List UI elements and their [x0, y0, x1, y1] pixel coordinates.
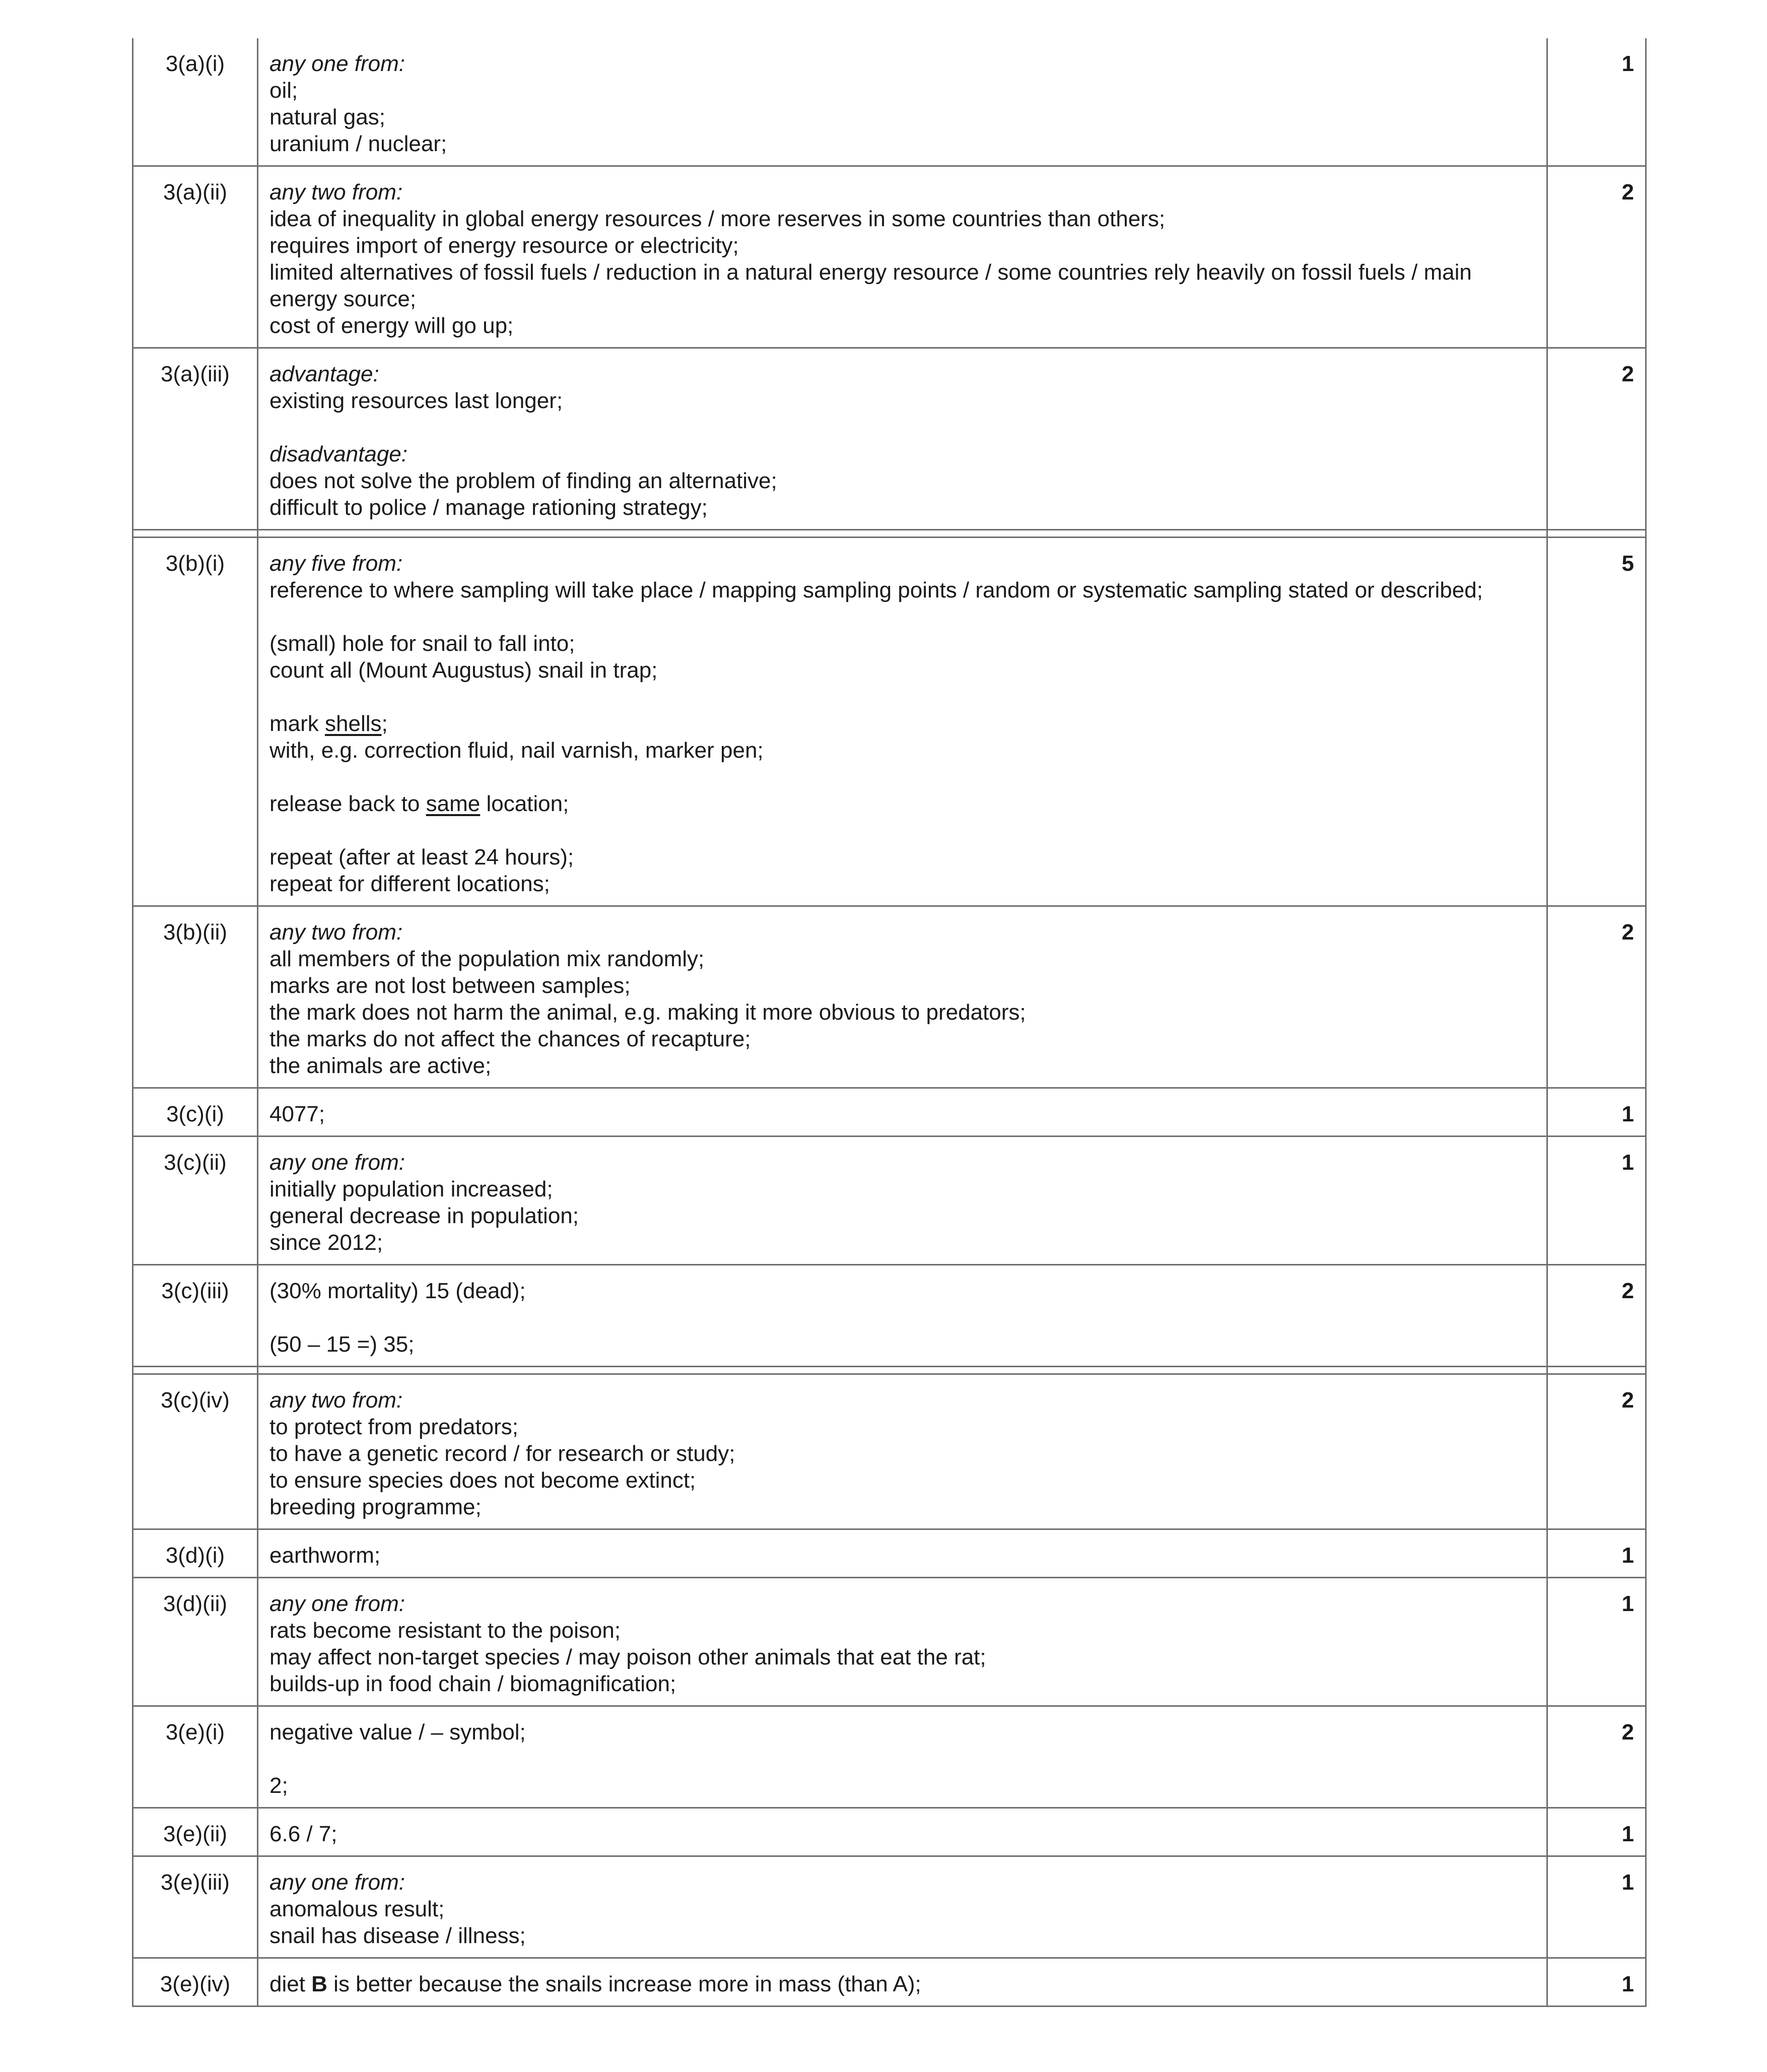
answer-line [269, 1617, 1535, 1644]
answer-text: diet [269, 1972, 312, 1996]
question-number: 3(e)(iii) [133, 1856, 258, 1958]
answer-line [269, 1278, 1535, 1304]
answer-line [269, 1331, 1535, 1358]
answer-cell [258, 166, 1547, 348]
answer-line [269, 871, 1535, 897]
table-row [133, 1706, 1646, 1808]
answer-cell [258, 1137, 1547, 1265]
question-number: 3(d)(ii) [133, 1578, 258, 1706]
answer-line [269, 1821, 1535, 1847]
answer-line [269, 1176, 1535, 1202]
answer-heading: any one from: [269, 1870, 405, 1895]
question-number: 3(b)(ii) [133, 906, 258, 1088]
answer-line [269, 50, 1535, 77]
answer-line [269, 1229, 1535, 1256]
answer-line [269, 972, 1535, 999]
question-number: 3(c)(ii) [133, 1137, 258, 1265]
answer-heading: any two from: [269, 1388, 403, 1413]
answer-line [269, 844, 1535, 871]
answer-text: the mark does not harm the animal, e.g. making it more obvious to predators; [269, 1000, 1026, 1025]
answer-line [269, 657, 1535, 684]
answer-text: 2; [269, 1773, 288, 1798]
marks-value: 2 [1547, 1374, 1646, 1529]
table-row [133, 38, 1646, 166]
mark-scheme-body [133, 38, 1646, 2007]
answer-cell [258, 906, 1547, 1088]
question-number: 3(e)(i) [133, 1706, 258, 1808]
answer-text: does not solve the problem of finding an alternative; [269, 469, 777, 493]
marks-value: 1 [1547, 1808, 1646, 1856]
answer-text: (50 – 15 =) 35; [269, 1332, 415, 1357]
marks-value: 2 [1547, 166, 1646, 348]
answer-text: initially population increased; [269, 1177, 553, 1201]
answer-text: (30% mortality) 15 (dead); [269, 1279, 526, 1303]
table-row [133, 166, 1646, 348]
answer-line [269, 1971, 1535, 1997]
question-number: 3(e)(iv) [133, 1958, 258, 2007]
marks-value: 1 [1547, 1088, 1646, 1137]
answer-text: rats become resistant to the poison; [269, 1618, 621, 1643]
question-number: 3(a)(ii) [133, 166, 258, 348]
answer-cell [258, 538, 1547, 906]
marks-value: 1 [1547, 1529, 1646, 1578]
table-row [133, 348, 1646, 530]
answer-line [269, 312, 1535, 339]
answer-text: breeding programme; [269, 1495, 482, 1519]
question-number: 3(b)(i) [133, 538, 258, 906]
answer-text: count all (Mount Augustus) snail in trap; [269, 658, 658, 683]
answer-text: the animals are active; [269, 1053, 492, 1078]
answer-line [269, 441, 1535, 467]
answer-cell [258, 1088, 1547, 1137]
answer-text: to have a genetic record / for research or study; [269, 1441, 735, 1466]
marks-value: 5 [1547, 538, 1646, 906]
answer-heading: advantage: [269, 362, 379, 386]
answer-text: idea of inequality in global energy resources / more reserves in some countries than others; [269, 207, 1166, 231]
answer-cell [258, 1856, 1547, 1958]
question-number: 3(c)(iii) [133, 1265, 258, 1367]
table-row [133, 1137, 1646, 1265]
answer-line [269, 999, 1535, 1026]
separator-question-cell [133, 1367, 258, 1374]
answer-line [269, 1719, 1535, 1746]
answer-text: marks are not lost between samples; [269, 973, 631, 998]
table-row [133, 1529, 1646, 1578]
marks-value: 1 [1547, 1137, 1646, 1265]
table-row [133, 538, 1646, 906]
table-row [133, 1808, 1646, 1856]
answer-cell [258, 1706, 1547, 1808]
answer-line [269, 1869, 1535, 1896]
section-separator [133, 530, 1646, 538]
answer-line [269, 467, 1535, 494]
answer-line [269, 1414, 1535, 1440]
table-row [133, 1856, 1646, 1958]
bold-keyword: B [311, 1972, 327, 1996]
table-row [133, 1374, 1646, 1529]
answer-line [269, 1896, 1535, 1922]
marks-value: 2 [1547, 1706, 1646, 1808]
answer-line [269, 259, 1535, 312]
answer-line [269, 1101, 1535, 1127]
blank-line [269, 1304, 1535, 1331]
answer-text: anomalous result; [269, 1897, 445, 1921]
answer-text: to protect from predators; [269, 1415, 518, 1439]
answer-text: 6.6 / 7; [269, 1822, 337, 1846]
answer-text: with, e.g. correction fluid, nail varnish, marker pen; [269, 738, 764, 763]
table-row [133, 1578, 1646, 1706]
section-separator [133, 1367, 1646, 1374]
answer-line [269, 1590, 1535, 1617]
answer-line [269, 790, 1535, 817]
answer-text: (small) hole for snail to fall into; [269, 631, 575, 656]
answer-text: reference to where sampling will take place / mapping sampling points / random or systematic sampling stated or described; [269, 578, 1483, 603]
answer-text: release back to [269, 791, 426, 816]
answer-text: existing resources last longer; [269, 388, 563, 413]
separator-answer-cell [258, 1367, 1547, 1374]
marks-value: 2 [1547, 906, 1646, 1088]
answer-line [269, 1467, 1535, 1494]
answer-text: limited alternatives of fossil fuels / reduction in a natural energy resource / some countries rely heavily on fossil fuels / main energy source; [269, 260, 1478, 311]
answer-cell [258, 1265, 1547, 1367]
answer-heading: any two from: [269, 180, 403, 205]
question-number: 3(a)(i) [133, 38, 258, 166]
answer-heading: any one from: [269, 1150, 405, 1175]
answer-line [269, 104, 1535, 130]
answer-line [269, 77, 1535, 104]
answer-line [269, 577, 1535, 604]
answer-line [269, 179, 1535, 206]
answer-line [269, 1052, 1535, 1079]
table-row [133, 906, 1646, 1088]
answer-line [269, 1026, 1535, 1052]
answer-text: natural gas; [269, 105, 385, 129]
separator-marks-cell [1547, 1367, 1646, 1374]
answer-text: ; [381, 711, 388, 736]
underlined-keyword: shells [325, 711, 382, 736]
answer-text: cost of energy will go up; [269, 313, 514, 338]
answer-cell [258, 1529, 1547, 1578]
answer-text: general decrease in population; [269, 1204, 579, 1228]
answer-text: uranium / nuclear; [269, 131, 447, 156]
blank-line [269, 1746, 1535, 1772]
blank-line [269, 764, 1535, 790]
answer-line [269, 1772, 1535, 1799]
answer-text: snail has disease / illness; [269, 1923, 526, 1948]
marks-value: 1 [1547, 1958, 1646, 2007]
answer-line [269, 946, 1535, 972]
table-row [133, 1265, 1646, 1367]
answer-line [269, 232, 1535, 259]
answer-text: is better because the snails increase more in mass (than A); [327, 1972, 921, 1996]
separator-marks-cell [1547, 530, 1646, 538]
marks-value: 1 [1547, 38, 1646, 166]
blank-line [269, 414, 1535, 441]
answer-line [269, 919, 1535, 946]
answer-heading: any two from: [269, 920, 403, 945]
answer-line [269, 494, 1535, 521]
table-row [133, 1958, 1646, 2007]
answer-heading: any one from: [269, 51, 405, 76]
answer-line [269, 1149, 1535, 1176]
answer-text: mark [269, 711, 325, 736]
answer-cell [258, 1578, 1547, 1706]
answer-text: repeat for different locations; [269, 872, 550, 896]
answer-text: 4077; [269, 1102, 325, 1126]
answer-line [269, 361, 1535, 387]
answer-line [269, 630, 1535, 657]
separator-answer-cell [258, 530, 1547, 538]
answer-line [269, 206, 1535, 232]
answer-text: since 2012; [269, 1230, 383, 1255]
answer-line [269, 1494, 1535, 1520]
answer-cell [258, 1808, 1547, 1856]
marks-value: 2 [1547, 1265, 1646, 1367]
question-number: 3(c)(i) [133, 1088, 258, 1137]
separator-question-cell [133, 530, 258, 538]
answer-line [269, 1440, 1535, 1467]
question-number: 3(c)(iv) [133, 1374, 258, 1529]
marks-value: 1 [1547, 1578, 1646, 1706]
answer-line [269, 550, 1535, 577]
answer-heading: any one from: [269, 1591, 405, 1616]
answer-text: to ensure species does not become extinct; [269, 1468, 696, 1493]
answer-text: builds-up in food chain / biomagnification; [269, 1672, 676, 1696]
answer-line [269, 710, 1535, 737]
question-number: 3(e)(ii) [133, 1808, 258, 1856]
answer-text: difficult to police / manage rationing strategy; [269, 495, 708, 520]
answer-text: repeat (after at least 24 hours); [269, 845, 574, 870]
answer-line [269, 1670, 1535, 1697]
answer-cell [258, 38, 1547, 166]
mark-scheme-table [132, 38, 1647, 2007]
blank-line [269, 604, 1535, 630]
blank-line [269, 684, 1535, 710]
answer-text: all members of the population mix randomly; [269, 947, 705, 971]
answer-line [269, 1644, 1535, 1670]
answer-text: may affect non-target species / may poison other animals that eat the rat; [269, 1645, 986, 1669]
answer-line [269, 1202, 1535, 1229]
answer-text: location; [480, 791, 569, 816]
answer-line [269, 1387, 1535, 1414]
answer-line [269, 1542, 1535, 1569]
answer-heading: disadvantage: [269, 442, 407, 466]
answer-line [269, 737, 1535, 764]
table-row [133, 1088, 1646, 1137]
answer-text: the marks do not affect the chances of recapture; [269, 1027, 751, 1051]
answer-cell [258, 1374, 1547, 1529]
answer-line [269, 1922, 1535, 1949]
answer-cell [258, 348, 1547, 530]
answer-heading: any five from: [269, 551, 403, 576]
answer-text: oil; [269, 78, 298, 103]
question-number: 3(d)(i) [133, 1529, 258, 1578]
answer-text: negative value / – symbol; [269, 1720, 526, 1745]
underlined-keyword: same [426, 791, 481, 816]
blank-line [269, 817, 1535, 844]
question-number: 3(a)(iii) [133, 348, 258, 530]
answer-line [269, 130, 1535, 157]
marks-value: 1 [1547, 1856, 1646, 1958]
marks-value: 2 [1547, 348, 1646, 530]
answer-line [269, 387, 1535, 414]
answer-text: requires import of energy resource or electricity; [269, 233, 739, 258]
answer-cell [258, 1958, 1547, 2007]
answer-text: earthworm; [269, 1543, 381, 1568]
